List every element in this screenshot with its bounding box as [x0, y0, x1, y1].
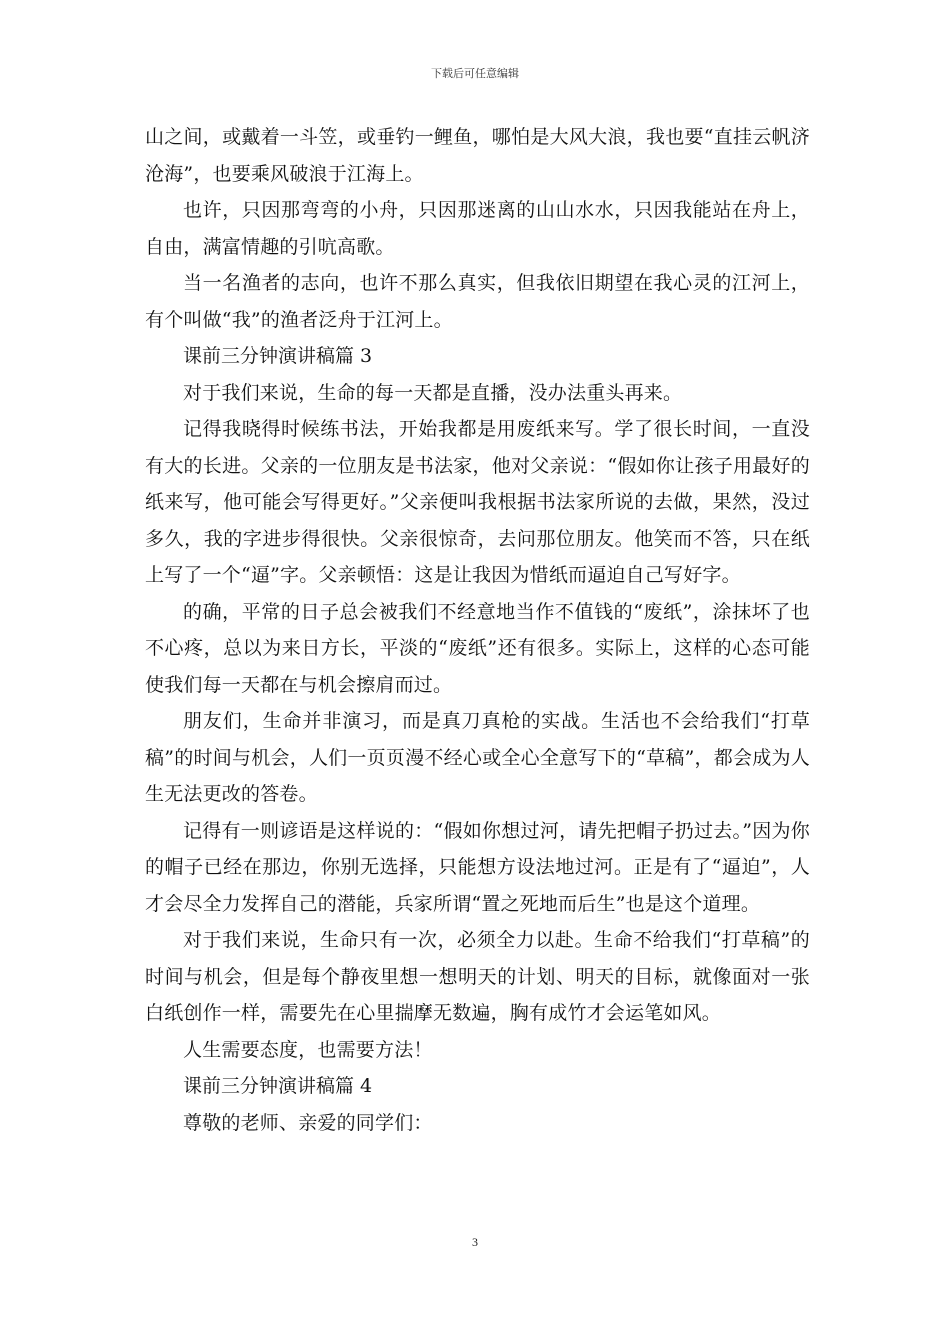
page-number: 3 [472, 1235, 478, 1249]
paragraph-8: 记得有一则谚语是这样说的：“假如你想过河，请先把帽子扔过去。”因为你的帽子已经在那边，你别无选择，只能想方设法地过河。正是有了“逼迫”，人才会尽全力发挥自己的潜能，兵家所谓“置之死地而后生”也是这个道理。 [145, 819, 810, 915]
paragraph-11: 尊敬的老师、亲爱的同学们： [183, 1111, 433, 1134]
document-body [145, 119, 810, 1141]
paragraph-9: 对于我们来说，生命只有一次，必须全力以赴。生命不给我们“打草稿”的时间与机会，但是每个静夜里想一想明天的计划、明天的目标，就像面对一张白纸创作一样，需要先在心里揣摩无数遍，胸有成竹才会运笔如风。 [145, 929, 810, 1024]
paragraph-2: 也许，只因那弯弯的小舟，只因那迷离的山山水水，只因我能站在舟上，自由，满富情趣的引吭高歌。 [145, 199, 810, 258]
section-heading-4: 课前三分钟演讲稿篇 4 [183, 1075, 373, 1097]
section-heading-3: 课前三分钟演讲稿篇 3 [183, 345, 373, 367]
paragraph-5: 记得我晓得时候练书法，开始我都是用废纸来写。学了很长时间，一直没有大的长进。父亲的一位朋友是书法家，他对父亲说：“假如你让孩子用最好的纸来写，他可能会写得更好。”父亲便叫我根据书法家所说的去做，果然，没过多久，我的字进步得很快。父亲很惊奇，去问那位朋友。他笑而不答，只在纸上写了一个“逼”字。父亲顿悟：这是让我因为惜纸而逼迫自己写好字。 [145, 418, 810, 586]
paragraph-4: 对于我们来说，生命的每一天都是直播，没办法重头再来。 [183, 381, 683, 404]
page-header: 下载后可任意编辑 [431, 67, 519, 80]
paragraph-10: 人生需要态度，也需要方法！ [183, 1038, 433, 1061]
paragraph-3: 当一名渔者的志向，也许不那么真实，但我依旧期望在我心灵的江河上，有个叫做“我”的渔者泛舟于江河上。 [145, 272, 810, 331]
paragraph-7: 朋友们，生命并非演习，而是真刀真枪的实战。生活也不会给我们“打草稿”的时间与机会，人们一页页漫不经心或全心全意写下的“草稿”，都会成为人生无法更改的答卷。 [145, 710, 810, 805]
paragraph-1: 山之间，或戴着一斗笠，或垂钓一鲤鱼，哪怕是大风大浪，我也要“直挂云帆济沧海”，也要乘风破浪于江海上。 [145, 126, 810, 185]
paragraph-6: 的确，平常的日子总会被我们不经意地当作不值钱的“废纸”，涂抹坏了也不心疼，总以为来日方长，平淡的“废纸”还有很多。实际上，这样的心态可能使我们每一天都在与机会擦肩而过。 [145, 600, 810, 696]
